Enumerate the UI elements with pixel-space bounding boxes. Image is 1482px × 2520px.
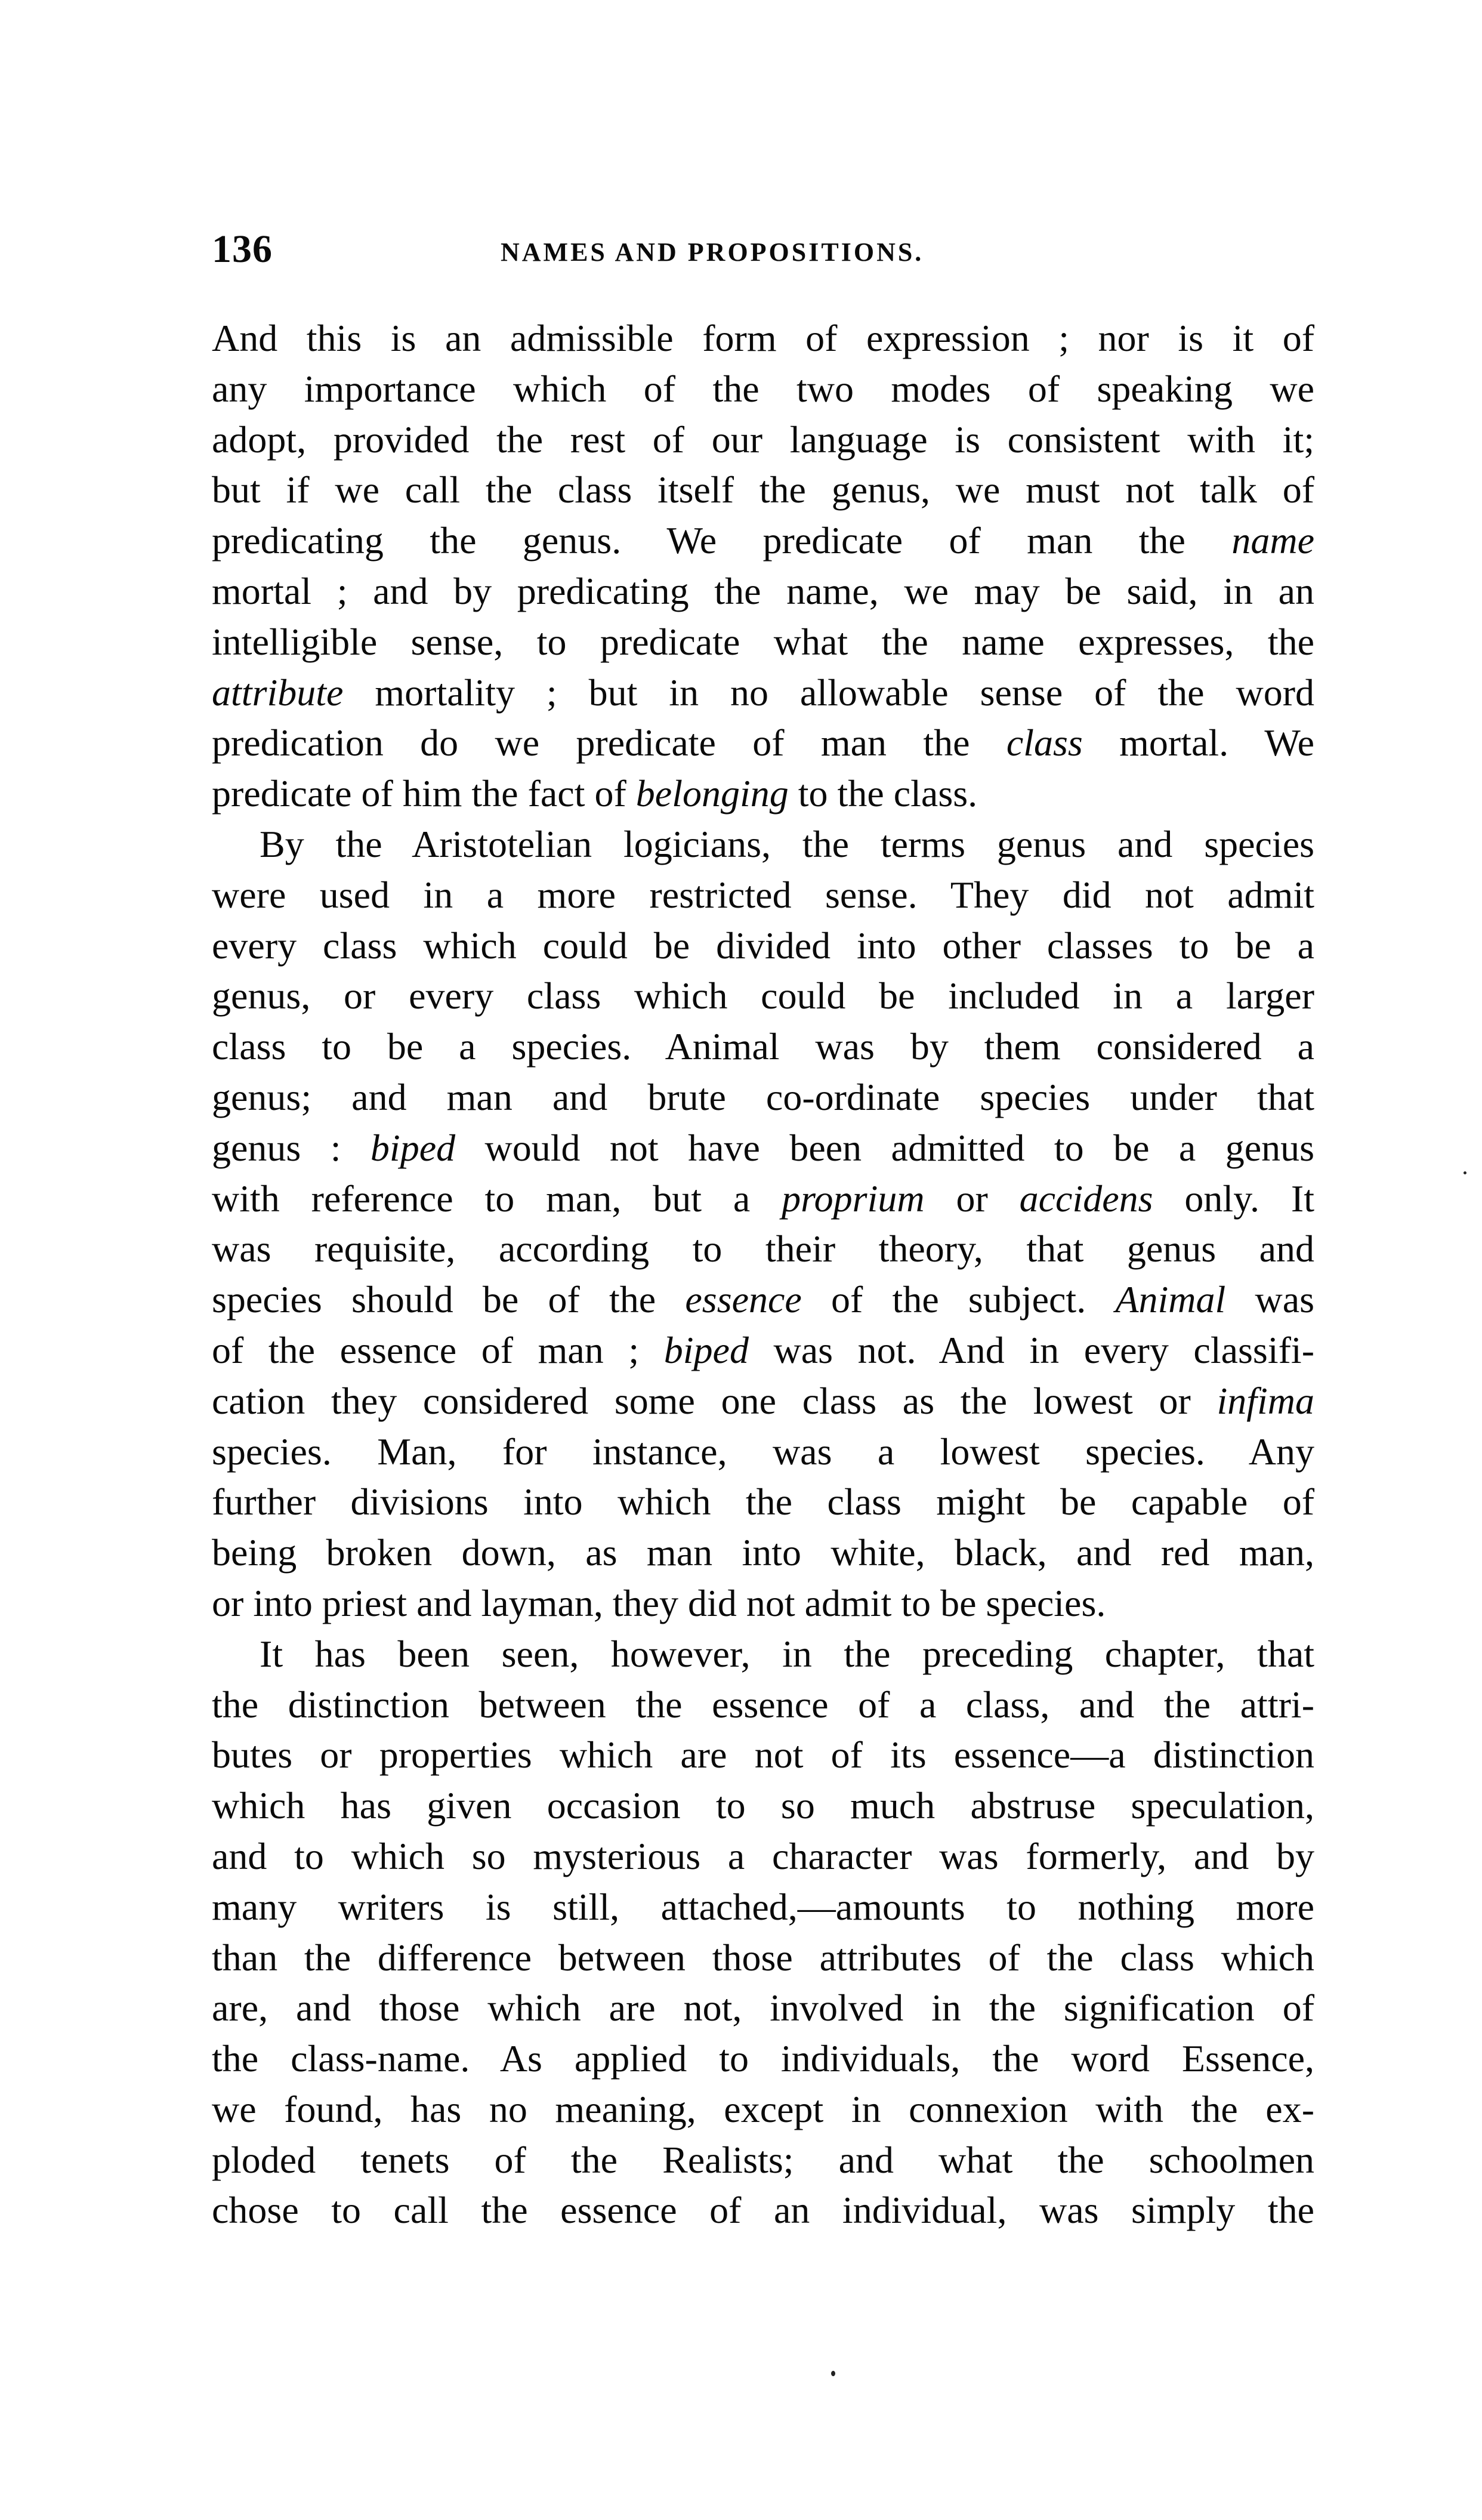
text-run: many writers is still, attached,—amounts to nothing more <box>212 1885 1314 1928</box>
italic-term: belonging <box>635 772 789 815</box>
text-run: or into priest and layman, they did not admit to be species. <box>212 1581 1106 1624</box>
text-run: species. Man, for instance, was a lowest species. Any <box>212 1430 1314 1473</box>
italic-term: class <box>1006 721 1083 764</box>
paragraph <box>212 819 1314 1629</box>
text-run: are, and those which are not, involved in the signification of <box>212 1987 1314 2029</box>
text-line <box>212 870 1314 921</box>
italic-term: attribute <box>212 671 344 714</box>
body-text <box>212 313 1314 2236</box>
text-run: was requisite, according to their theory, that genus and <box>212 1227 1314 1270</box>
text-line <box>212 516 1314 566</box>
text-run: was <box>1225 1278 1315 1321</box>
text-run: every class which could be divided into other classes to be a <box>212 924 1314 967</box>
text-line <box>212 1477 1314 1528</box>
text-line <box>212 1376 1314 1427</box>
text-run: with reference to man, but a <box>212 1177 782 1220</box>
text-line <box>212 313 1314 364</box>
italic-term: infima <box>1217 1379 1314 1422</box>
text-run: only. It <box>1153 1177 1315 1220</box>
text-line <box>212 415 1314 465</box>
text-run: were used in a more restricted sense. They did not admit <box>212 873 1314 916</box>
text-run: which has given occasion to so much abstruse speculation, <box>212 1784 1314 1827</box>
text-line <box>212 668 1314 718</box>
text-run: the distinction between the essence of a class, and the attri- <box>212 1683 1314 1726</box>
text-run: genus; and man and brute co-ordinate species under that <box>212 1075 1314 1118</box>
text-run: mortal. We <box>1082 721 1315 764</box>
footer-dot-mark <box>831 2371 835 2376</box>
text-run: being broken down, as man into white, black, and red man, <box>212 1531 1314 1574</box>
text-line <box>212 1224 1314 1275</box>
text-line <box>212 769 1314 819</box>
text-run: was not. And in every classifi- <box>748 1328 1314 1371</box>
text-run: mortal ; and by predicating the name, we may be said, in an <box>212 569 1314 612</box>
text-line <box>212 566 1314 617</box>
text-run: of the essence of man ; <box>212 1328 664 1371</box>
italic-term: Animal <box>1115 1278 1226 1321</box>
text-line <box>212 718 1314 769</box>
text-line <box>212 1578 1314 1629</box>
text-run: class to be a species. Animal was by them considered a <box>212 1025 1314 1068</box>
text-run: intelligible sense, to predicate what the name expresses, the <box>212 620 1314 663</box>
text-line <box>212 1528 1314 1578</box>
text-run: cation they considered some one class as the lowest or <box>212 1379 1217 1422</box>
text-run: further divisions into which the class might be capable of <box>212 1480 1314 1523</box>
paragraph <box>212 1629 1314 2237</box>
text-line <box>212 2034 1314 2084</box>
text-line <box>212 465 1314 516</box>
page-number: 136 <box>212 227 273 271</box>
text-run: any importance which of the two modes of speaking we <box>212 367 1314 410</box>
text-run: chose to call the essence of an individual, was simply the <box>212 2189 1314 2232</box>
text-line <box>212 1427 1314 1478</box>
text-run: It has been seen, however, in the preceding chapter, that <box>260 1632 1314 1675</box>
text-run: By the Aristotelian logicians, the terms genus and species <box>260 822 1314 865</box>
text-run: predicate of him the fact of <box>212 772 636 815</box>
text-line <box>212 1275 1314 1325</box>
text-line <box>212 1325 1314 1376</box>
text-line <box>212 1022 1314 1072</box>
text-run: species should be of the <box>212 1278 686 1321</box>
text-line <box>212 1730 1314 1781</box>
text-run: but if we call the class itself the genus, we must not talk of <box>212 468 1314 511</box>
italic-term: biped <box>370 1126 456 1169</box>
italic-term: proprium <box>782 1177 925 1220</box>
running-head <box>212 229 1314 270</box>
text-run: adopt, provided the rest of our language is consistent with it; <box>212 418 1314 461</box>
text-line <box>212 2185 1314 2236</box>
text-line <box>212 2135 1314 2186</box>
text-run: genus : <box>212 1126 370 1169</box>
text-line <box>212 971 1314 1022</box>
text-run: mortality ; but in no allowable sense of the word <box>343 671 1314 714</box>
text-line <box>212 1629 1314 1680</box>
running-title: NAMES AND PROPOSITIONS. <box>501 237 924 267</box>
italic-term: biped <box>663 1328 749 1371</box>
text-line <box>212 2084 1314 2135</box>
text-line <box>212 617 1314 668</box>
text-line <box>212 1983 1314 2034</box>
text-line <box>212 1882 1314 1933</box>
text-line <box>212 1072 1314 1123</box>
italic-term: accidens <box>1019 1177 1153 1220</box>
text-line <box>212 921 1314 971</box>
text-line <box>212 364 1314 415</box>
text-line <box>212 1933 1314 1984</box>
text-run: genus, or every class which could be included in a larger <box>212 974 1314 1017</box>
text-run: would not have been admitted to be a genus <box>455 1126 1314 1169</box>
text-line <box>212 1123 1314 1174</box>
text-line <box>212 819 1314 870</box>
text-run: predicating the genus. We predicate of man the <box>212 519 1232 562</box>
paragraph <box>212 313 1314 819</box>
text-run: and to which so mysterious a character was formerly, and by <box>212 1834 1314 1877</box>
text-run: ploded tenets of the Realists; and what the schoolmen <box>212 2138 1314 2181</box>
text-line <box>212 1680 1314 1731</box>
text-run: predication do we predicate of man the <box>212 721 1006 764</box>
text-run: the class-name. As applied to individuals, the word Essence, <box>212 2037 1314 2080</box>
text-run: butes or properties which are not of its essence—a distinction <box>212 1734 1314 1776</box>
italic-term: name <box>1231 519 1314 562</box>
text-run: or <box>924 1177 1020 1220</box>
text-line <box>212 1781 1314 1831</box>
text-run: And this is an admissible form of expression ; nor is it of <box>212 317 1314 359</box>
text-run: to the class. <box>788 772 978 815</box>
italic-term: essence <box>685 1278 802 1321</box>
text-line <box>212 1174 1314 1224</box>
text-run: we found, has no meaning, except in connexion with the ex- <box>212 2087 1314 2130</box>
text-line <box>212 1831 1314 1882</box>
text-run: of the subject. <box>801 1278 1116 1321</box>
text-run: than the difference between those attributes of the class which <box>212 1936 1314 1979</box>
margin-speck <box>1464 1171 1466 1174</box>
